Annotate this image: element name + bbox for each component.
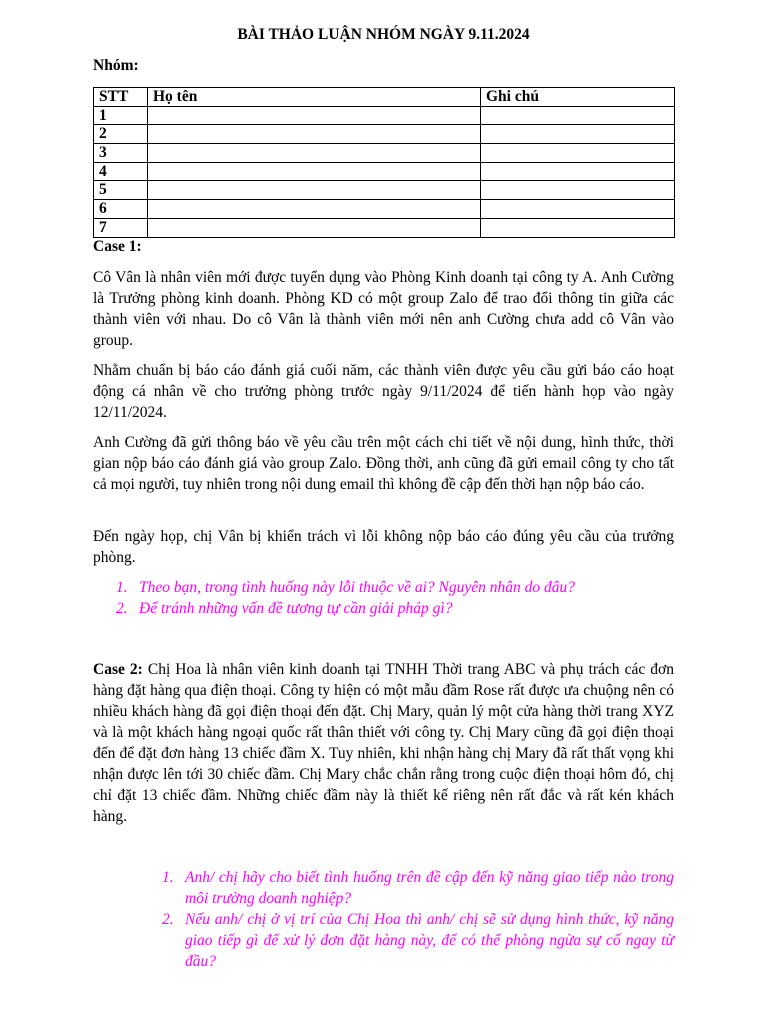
question-text: Theo bạn, trong tình huống này lỗi thuộc về ai? Nguyên nhân do đâu?	[139, 579, 575, 596]
cell-stt: 4	[94, 162, 148, 181]
case1-paragraph: Anh Cường đã gửi thông báo về yêu cầu trên một cách chi tiết về nội dung, hình thức, thời gian nộp báo cáo đánh giá vào group Zalo. Đồng thời, anh cũng đã gửi email công ty cho tất cả mọi người, tuy nhiên trong nội dung email thì không đề cập đến thời hạn nộp báo cáo.	[93, 434, 674, 493]
case2-heading: Case 2:	[93, 661, 143, 678]
table-row	[94, 200, 675, 219]
list-item	[162, 867, 674, 909]
cell-name[interactable]	[148, 106, 481, 125]
cell-note[interactable]	[481, 125, 675, 144]
question-number: 2.	[162, 911, 174, 928]
cell-stt: 5	[94, 181, 148, 200]
cell-name[interactable]	[148, 200, 481, 219]
document-title: BÀI THẢO LUẬN NHÓM NGÀY 9.11.2024	[237, 26, 530, 43]
cell-stt: 3	[94, 144, 148, 163]
case2-question-list	[162, 867, 674, 972]
list-item	[116, 577, 674, 598]
cell-note[interactable]	[481, 106, 675, 125]
case1-paragraph: Nhằm chuẩn bị báo cáo đánh giá cuối năm, các thành viên được yêu cầu gửi báo cáo hoạt động cá nhân về cho trưởng phòng trước ngày 9/11/2024 để tiến hành họp vào ngày 12/11/2024.	[93, 362, 674, 421]
cell-note[interactable]	[481, 218, 675, 237]
cell-name[interactable]	[148, 162, 481, 181]
cell-name[interactable]	[148, 144, 481, 163]
table-row	[94, 162, 675, 181]
question-number: 1.	[162, 869, 174, 886]
table-row	[94, 125, 675, 144]
header-stt: STT	[94, 88, 148, 107]
member-table	[93, 87, 675, 238]
cell-stt: 7	[94, 218, 148, 237]
cell-stt: 2	[94, 125, 148, 144]
table-row	[94, 106, 675, 125]
group-label: Nhóm:	[93, 57, 139, 74]
list-item	[162, 909, 674, 972]
case1-paragraph: Đến ngày họp, chị Vân bị khiển trách vì lỗi không nộp báo cáo đúng yêu cầu của trưởng phòng.	[93, 528, 674, 566]
cell-name[interactable]	[148, 181, 481, 200]
question-number: 2.	[116, 600, 128, 617]
table-row	[94, 144, 675, 163]
table-row	[94, 181, 675, 200]
table-header-row	[94, 88, 675, 107]
question-number: 1.	[116, 579, 128, 596]
case2-body: Chị Hoa là nhân viên kinh doanh tại TNHH Thời trang ABC và phụ trách các đơn hàng đặt hàng qua điện thoại. Công ty hiện có một mẫu đầm Rose rất được ưa chuộng nên có nhiều khách hàng đã gọi điện thoại đến đặt. Chị Mary, quản lý một cửa hàng thời trang XYZ và là một khách hàng ngoại quốc rất thân thiết với công ty. Chị Mary cũng đã gọi điện thoại đến để đặt đơn hàng 13 chiếc đầm X. Tuy nhiên, khi nhận hàng chị Mary đã rất thất vọng khi nhận được lên tới 30 chiếc đầm. Chị Mary chắc chắn rằng trong cuộc điện thoại hôm đó, chị chỉ đặt 13 chiếc đầm. Những chiếc đầm này là thiết kế riêng nên rất đắc và rất kén khách hàng.	[93, 661, 674, 825]
cell-name[interactable]	[148, 218, 481, 237]
cell-stt: 6	[94, 200, 148, 219]
case1-heading: Case 1:	[93, 238, 142, 255]
case2-paragraph	[93, 659, 674, 827]
case1-question-list	[116, 577, 674, 619]
header-note: Ghi chú	[481, 88, 675, 107]
cell-note[interactable]	[481, 181, 675, 200]
cell-name[interactable]	[148, 125, 481, 144]
table-row	[94, 218, 675, 237]
case1-paragraph: Cô Vân là nhân viên mới được tuyển dụng vào Phòng Kinh doanh tại công ty A. Anh Cường là Trưởng phòng kinh doanh. Phòng KD có một group Zalo để trao đổi thông tin giữa các thành viên với nhau. Do cô Vân là thành viên mới nên anh Cường chưa add cô Vân vào group.	[93, 269, 674, 349]
header-name: Họ tên	[148, 88, 481, 107]
list-item	[116, 598, 674, 619]
cell-note[interactable]	[481, 162, 675, 181]
cell-note[interactable]	[481, 200, 675, 219]
question-text: Anh/ chị hãy cho biết tình huống trên đề cập đến kỹ năng giao tiếp nào trong môi trường doanh nghiệp?	[185, 869, 674, 907]
cell-note[interactable]	[481, 144, 675, 163]
cell-stt: 1	[94, 106, 148, 125]
question-text: Để tránh những vấn đề tương tự cần giải pháp gì?	[139, 600, 453, 617]
question-text: Nếu anh/ chị ở vị trí của Chị Hoa thì anh/ chị sẽ sử dụng hình thức, kỹ năng giao tiếp gì để xử lý đơn đặt hàng này, để có thể phòng ngừa sự cố ngay từ đầu?	[185, 911, 674, 970]
